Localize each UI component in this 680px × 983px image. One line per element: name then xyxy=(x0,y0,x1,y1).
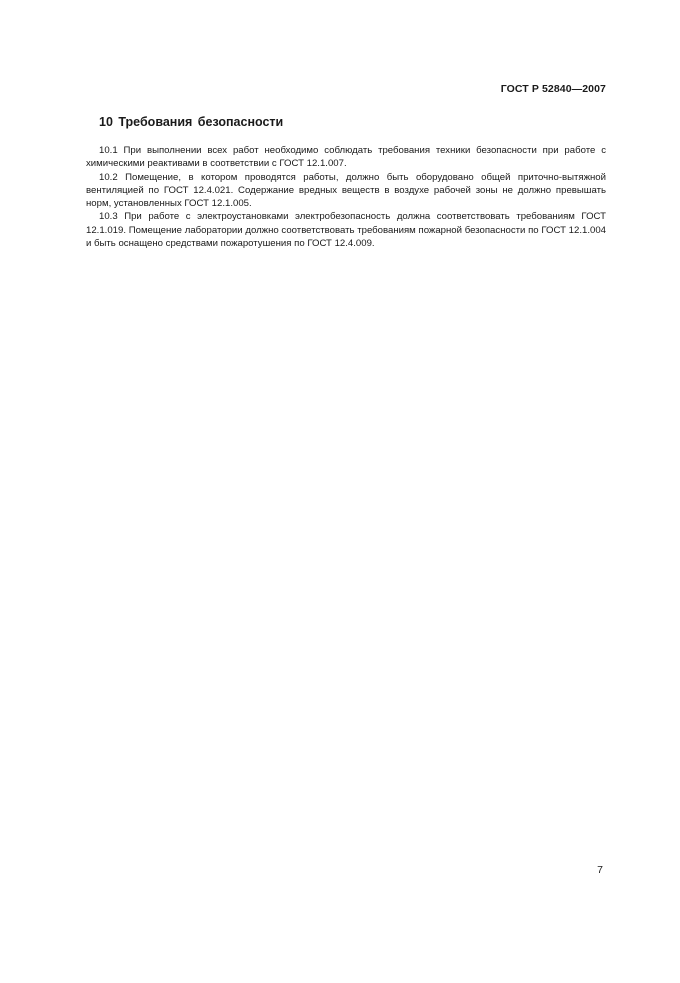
section-body xyxy=(86,144,606,250)
paragraph-10-2: 10.2 Помещение, в котором проводятся работы, должно быть оборудовано общей приточно-вытяжной вентиляцией по ГОСТ 12.4.021. Содержание вредных веществ в воздухе рабочей зоны не должно превышать норм, установленных ГОСТ 12.1.005. xyxy=(86,171,606,210)
page-number: 7 xyxy=(597,864,603,876)
paragraph-10-1: 10.1 При выполнении всех работ необходимо соблюдать требования техники безопасности при работе с химическими реактивами в соответствии с ГОСТ 12.1.007. xyxy=(86,145,606,170)
document-code: ГОСТ Р 52840—2007 xyxy=(500,83,606,95)
section-title: 10 Требования безопасности xyxy=(99,115,284,129)
paragraph-10-3: 10.3 При работе с электроустановками электробезопасность должна соответствовать требованиям ГОСТ 12.1.019. Помещение лаборатории должно соответствовать требованиям пожарной безопасности по ГОСТ 12.1.004 и быть оснащено средствами пожаротушения по ГОСТ 12.4.009. xyxy=(86,211,606,250)
